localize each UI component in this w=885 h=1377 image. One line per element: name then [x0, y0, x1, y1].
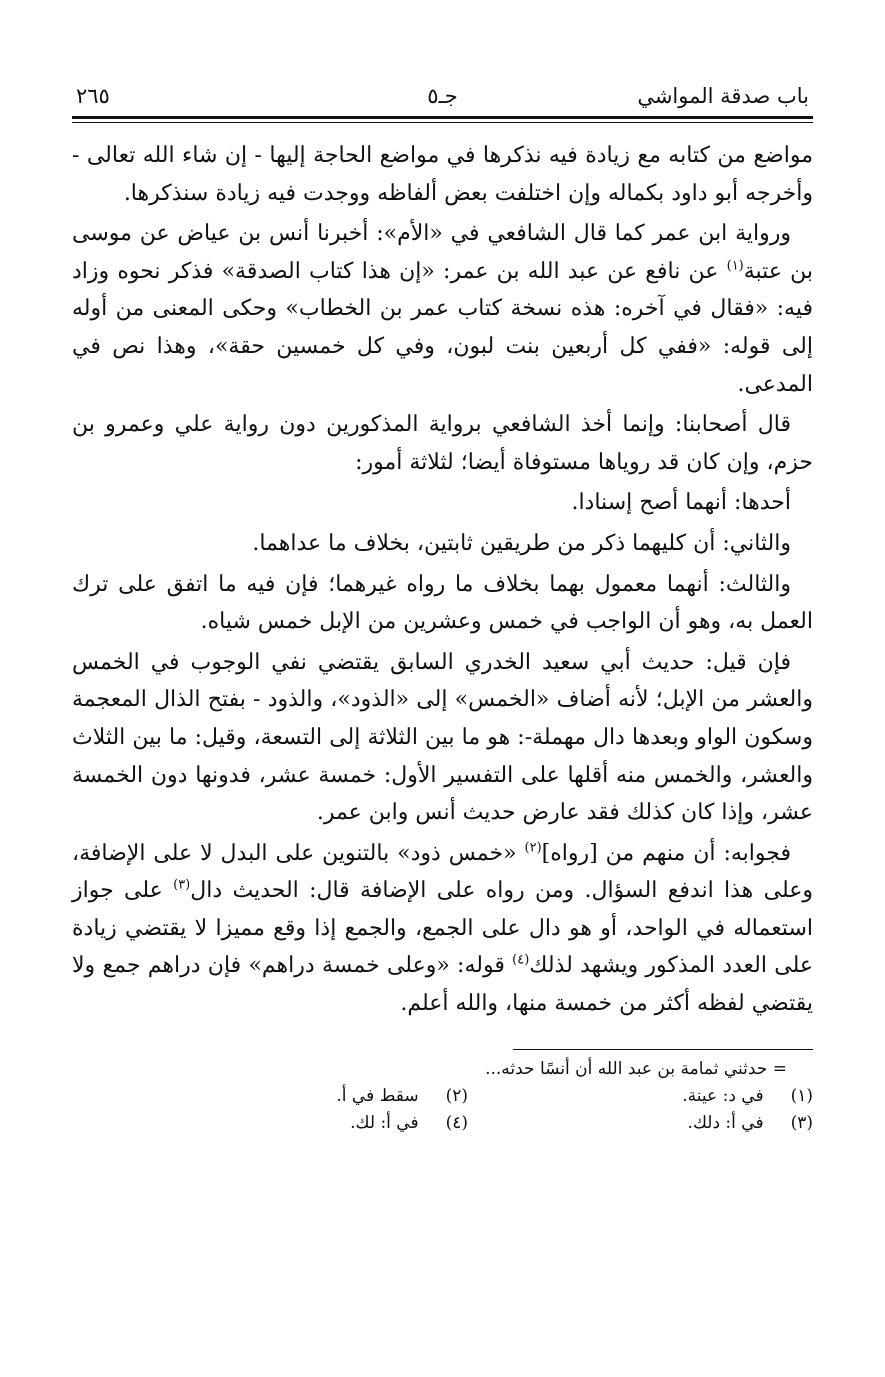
paragraph: مواضع من كتابه مع زيادة فيه نذكرها في مواضع الحاجة إليها - إن شاء الله تعالى - وأخرجه أبو داود بكماله وإن اختلفت بعض ألفاظه ووجدت فيه زيادة سنذكرها.	[72, 143, 813, 206]
paragraph: قال أصحابنا: وإنما أخذ الشافعي برواية المذكورين دون رواية علي وعمرو بن حزم، وإن كان قد روياها مستوفاة أيضا؛ لثلاثة أمور:	[72, 412, 813, 475]
footnote-number: (١)	[790, 1085, 813, 1106]
footnotes	[72, 1056, 813, 1137]
footnote-number: (٢)	[445, 1085, 468, 1106]
footnote-number: (٣)	[790, 1112, 813, 1133]
paragraph: والثاني: أن كليهما ذكر من طريقين ثابتين، بخلاف ما عداهما.	[252, 530, 791, 556]
footnote-text: سقط في أ.	[336, 1085, 419, 1106]
text-span: ورواية ابن عمر كما قال الشافعي في «الأم»: أخبرنا أنس بن عياض عن موسى بن عتبة	[72, 221, 814, 284]
main-text	[72, 137, 813, 1023]
footnote-item	[123, 1110, 468, 1137]
text-span: فجوابه: أن منهم من [رواه]	[541, 840, 791, 866]
footnote-row	[72, 1083, 813, 1110]
page-number: ٢٦٥	[76, 84, 110, 108]
text-span: قوله: «وعلى خمسة دراهم» فإن دراهم جمع ولا يقتضي لفظه أكثر من خمسة منها، والله أعلم.	[72, 953, 813, 1017]
header-rule-thin	[72, 122, 813, 123]
text-span: «خمس ذود» بالتنوين على البدل لا على الإضافة، وعلى هذا اندفع السؤال. ومن رواه على الإضافة قال: الحديث دال	[72, 840, 813, 904]
continuation-mark: =	[772, 1058, 787, 1079]
paragraph: والثالث: أنهما معمول بهما بخلاف ما رواه غيرهما؛ فإن فيه ما اتفق على ترك العمل به، وهو أن الواجب في خمس وعشرين من الإبل خمس شياه.	[72, 571, 813, 635]
footnote-ref: (٤)	[512, 953, 530, 969]
footnote-text: في د: عينة.	[682, 1085, 764, 1106]
page-header	[72, 82, 813, 116]
volume-number: جـ٥	[427, 84, 458, 108]
footnote-item	[123, 1083, 468, 1110]
continuation-text: حدثني ثمامة بن عبد الله أن أنسًا حدثه...	[485, 1058, 768, 1079]
footnote-number: (٤)	[445, 1112, 468, 1133]
footnote-item	[468, 1083, 813, 1110]
text-span: عن نافع عن عبد الله بن عمر: «إن هذا كتاب الصدقة» فذكر نحوه وزاد فيه: «فقال في آخره: هذه نسخة كتاب عمر بن الخطاب» وحكى المعنى من أوله إلى قوله: «ففي كل أربعين بنت لبون، وفي كل خمسين حقة»، وهذا نص في المدعى.	[72, 258, 814, 397]
paragraph	[72, 835, 813, 1023]
chapter-title: باب صدقة المواشي	[637, 84, 809, 108]
footnote-ref: (٣)	[173, 877, 191, 893]
paragraph	[72, 215, 813, 403]
footnote-item	[468, 1110, 813, 1137]
footnote-text: في أ: دلك.	[687, 1112, 764, 1133]
header-rule-thick	[72, 116, 813, 119]
footnote-text: في أ: لك.	[350, 1112, 419, 1133]
footnote-separator	[513, 1049, 813, 1050]
paragraph: أحدها: أنهما أصح إسنادا.	[571, 490, 791, 516]
footnote-ref: (٢)	[524, 840, 542, 856]
footnote-ref: (١)	[726, 258, 744, 274]
footnote-row	[72, 1110, 813, 1137]
footnote-continuation	[72, 1056, 813, 1083]
paragraph: فإن قيل: حديث أبي سعيد الخدري السابق يقتضي نفي الوجوب في الخمس والعشر من الإبل؛ لأنه أضاف «الخمس» إلى «الذود»، والذود - بفتح الذال المعجمة وسكون الواو وبعدها دال مهملة-: هو ما بين الثلاثة إلى التسعة، وقيل: ما بين الثلاث والعشر، والخمس منه أقلها على التفسير الأول: خمسة عشر، فدونها دون الخمسة عشر، وإذا كان كذلك فقد عارض حديث أنس وابن عمر.	[72, 649, 813, 826]
text-span: على جواز استعماله في الواحد، أو هو دال على الجمع، والجمع إذا وقع مميزا لا يقتضي زيادة على العدد المذكور ويشهد لذلك	[72, 878, 813, 979]
